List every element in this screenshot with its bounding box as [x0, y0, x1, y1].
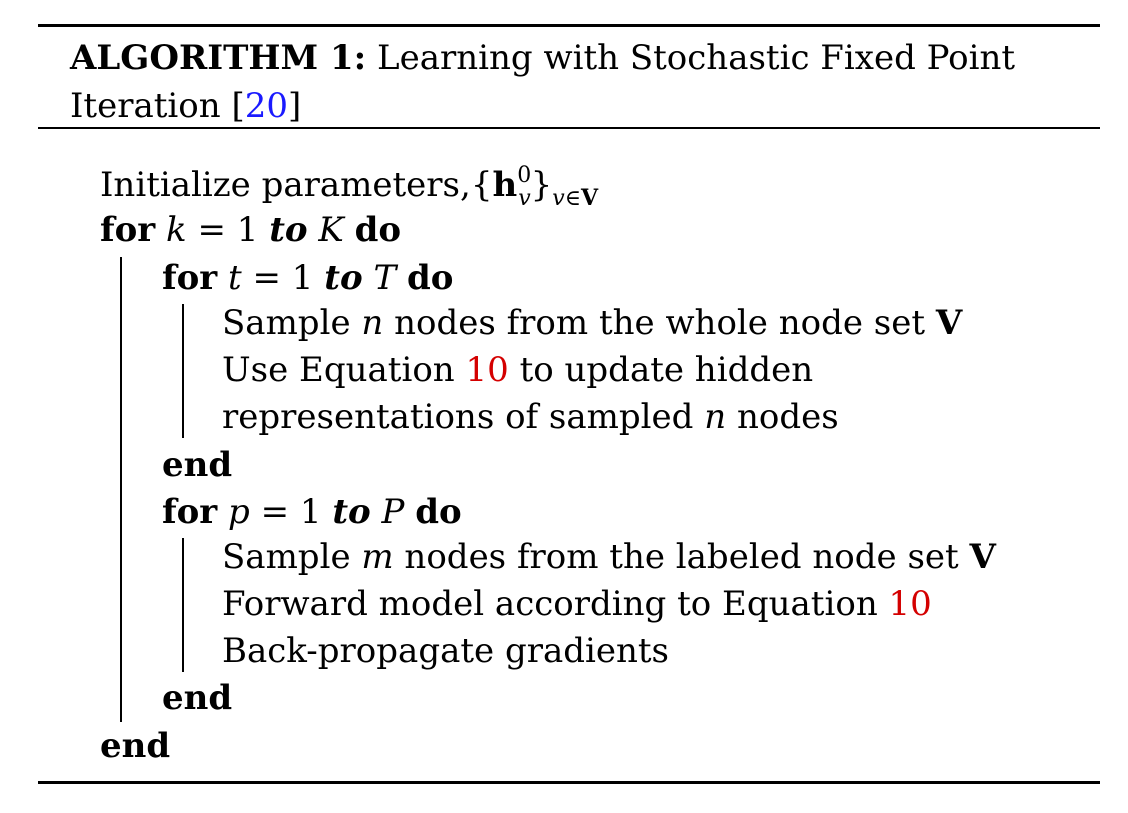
kw-end: end	[162, 678, 233, 718]
kw-for: for	[162, 258, 218, 298]
p-body1-post: nodes from the labeled node set	[393, 537, 970, 577]
kw-end: end	[100, 726, 171, 766]
eq-t: = 1	[241, 258, 325, 298]
init-open-brace: {	[470, 165, 493, 205]
caption-rule	[38, 127, 1100, 129]
block-bar-p	[182, 538, 184, 672]
t-body-line-2	[222, 350, 813, 390]
t-body2-post: to update hidden	[508, 350, 814, 390]
kw-to: to	[332, 492, 371, 532]
init-h: h	[492, 165, 518, 205]
eq-p: = 1	[249, 492, 333, 532]
var-p: p	[228, 492, 250, 532]
kw-to: to	[269, 210, 308, 250]
kw-do: do	[406, 258, 454, 298]
init-text: Initialize parameters,	[100, 165, 471, 205]
p-body3-text: Back-propagate gradients	[222, 631, 669, 671]
for-k-line	[100, 210, 401, 250]
t-body3-post: nodes	[726, 397, 839, 437]
init-sub: v	[518, 186, 531, 211]
t-body2-pre: Use Equation	[222, 350, 466, 390]
equation-ref-link[interactable]: 10	[465, 350, 509, 390]
var-k: k	[166, 210, 187, 250]
top-rule	[38, 24, 1100, 27]
p-body2-pre: Forward model according to Equation	[222, 584, 889, 624]
var-m: m	[361, 537, 394, 577]
set-v: V	[935, 303, 963, 343]
t-body3-pre: representations of sampled	[222, 397, 705, 437]
p-body1-pre: Sample	[222, 537, 362, 577]
kw-do: do	[415, 492, 462, 532]
t-body1-pre: Sample	[222, 303, 362, 343]
eq-k: = 1	[186, 210, 270, 250]
for-p-line	[162, 492, 462, 532]
algorithm-title-close: ]	[287, 86, 302, 126]
p-body-line-1	[222, 537, 996, 577]
init-set-v: V	[580, 185, 599, 211]
kw-for: for	[100, 210, 156, 250]
t-body-line-3	[222, 397, 839, 437]
limit-t: T	[373, 258, 397, 298]
end-k-line	[100, 726, 170, 766]
kw-to: to	[324, 258, 363, 298]
limit-p: P	[381, 492, 405, 532]
equation-ref-link[interactable]: 10	[888, 584, 932, 624]
for-t-line	[162, 258, 453, 298]
t-body-line-1	[222, 303, 962, 343]
kw-do: do	[354, 210, 402, 250]
init-sup: 0	[517, 163, 532, 188]
kw-end: end	[162, 445, 233, 485]
citation-link[interactable]: 20	[244, 86, 288, 126]
end-t-line	[162, 445, 232, 485]
t-body1-post: nodes from the whole node set	[383, 303, 936, 343]
algorithm-caption	[70, 34, 1080, 130]
var-n: n	[361, 303, 384, 343]
kw-for: for	[162, 492, 218, 532]
block-bar-t	[182, 304, 184, 438]
p-body-line-2	[222, 584, 932, 624]
p-body-line-3	[222, 631, 669, 671]
var-t: t	[228, 258, 242, 298]
end-p-line	[162, 678, 232, 718]
algorithm-title-line1: Learning with Stochastic Fixed Point	[377, 38, 1016, 78]
var-n: n	[704, 397, 727, 437]
set-v: V	[969, 537, 996, 577]
init-close-brace: }	[530, 165, 553, 205]
bottom-rule	[38, 781, 1100, 784]
block-bar-k	[120, 257, 122, 722]
algorithm-title-line2: Iteration [	[70, 86, 245, 126]
limit-k: K	[318, 210, 344, 250]
init-set-sub: v∈	[552, 186, 581, 211]
init-line	[100, 163, 599, 211]
algorithm-label: ALGORITHM 1:	[70, 38, 367, 78]
